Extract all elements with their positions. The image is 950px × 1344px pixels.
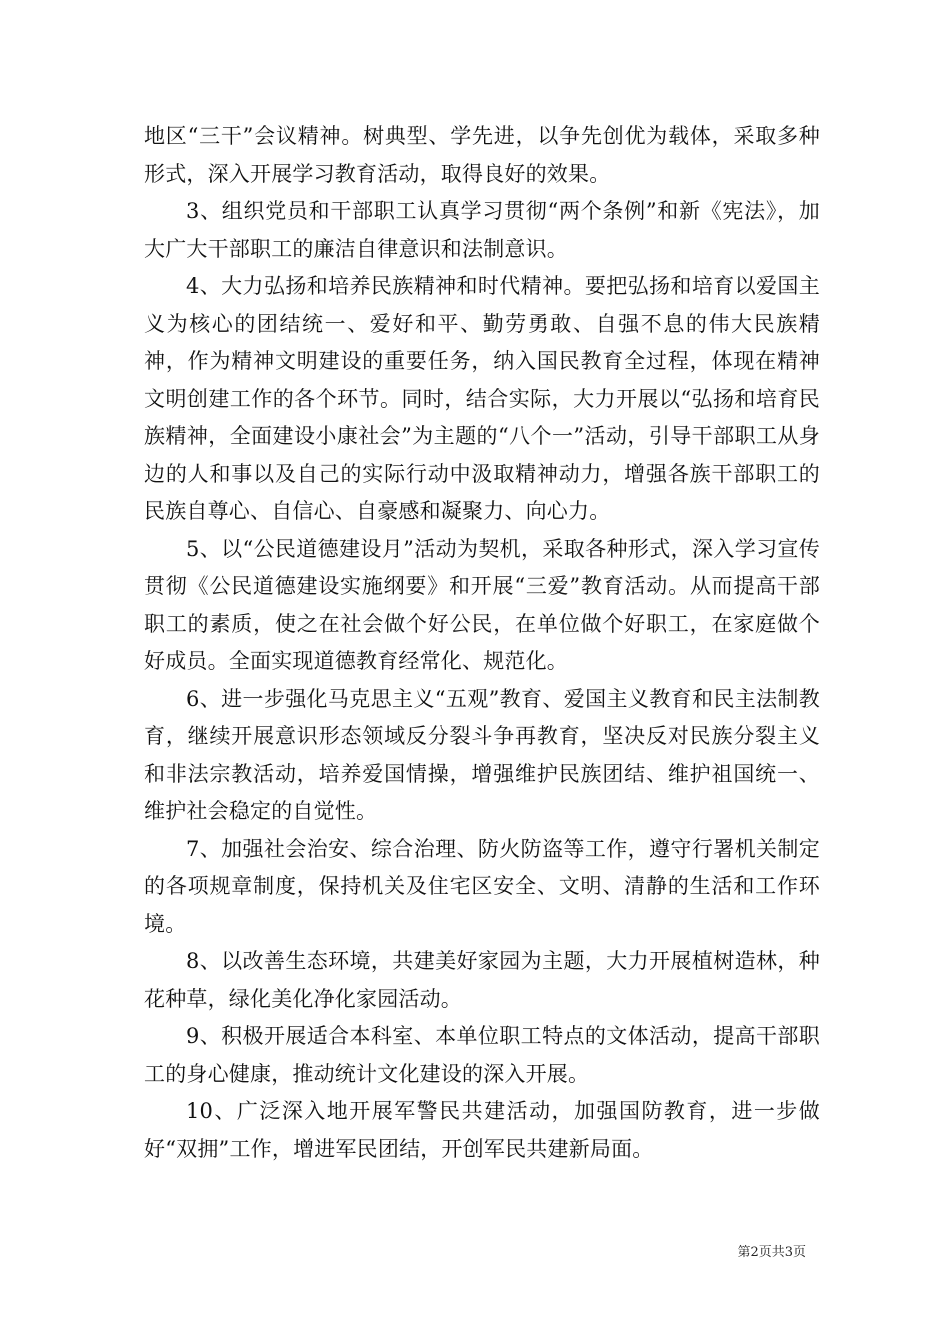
paragraph-item-4: 4、大力弘扬和培养民族精神和时代精神。要把弘扬和培育以爱国主义为核心的团结统一、爱好和平、勤劳勇敢、自强不息的伟大民族精神，作为精神文明建设的重要任务，纳入国民教育全过程，体现在精神文明创建工作的各个环节。同时，结合实际，大力开展以“弘扬和培育民族精神，全面建设小康社会”为主题的“八个一”活动，引导干部职工从身边的人和事以及自己的实际行动中汲取精神动力，增强各族干部职工的民族自尊心、自信心、自豪感和凝聚力、向心力。 xyxy=(144,274,820,523)
paragraph-item-7: 7、加强社会治安、综合治理、防火防盗等工作，遵守行署机关制定的各项规章制度，保持机关及住宅区安全、文明、清静的生活和工作环境。 xyxy=(144,836,820,936)
document-body xyxy=(144,118,820,1168)
paragraph-item-5: 5、以“公民道德建设月”活动为契机，采取各种形式，深入学习宣传贯彻《公民道德建设实施纲要》和开展“三爱”教育活动。从而提高干部职工的素质，使之在社会做个好公民，在单位做个好职工，在家庭做个好成员。全面实现道德教育经常化、规范化。 xyxy=(144,536,820,673)
paragraph-item-10: 10、广泛深入地开展军警民共建活动，加强国防教育，进一步做好“双拥”工作，增进军民团结，开创军民共建新局面。 xyxy=(144,1099,820,1161)
paragraph-continuation: 地区“三干”会议精神。树典型、学先进，以争先创优为载体，采取多种形式，深入开展学习教育活动，取得良好的效果。 xyxy=(144,124,820,186)
paragraph-item-6: 6、进一步强化马克思主义“五观”教育、爱国主义教育和民主法制教育，继续开展意识形态领域反分裂斗争再教育，坚决反对民族分裂主义和非法宗教活动，培养爱国情操，增强维护民族团结、维护祖国统一、维护社会稳定的自觉性。 xyxy=(144,686,820,823)
page-number-footer: 第2页共3页 xyxy=(737,1245,806,1260)
paragraph-item-3: 3、组织党员和干部职工认真学习贯彻“两个条例”和新《宪法》，加大广大干部职工的廉洁自律意识和法制意识。 xyxy=(144,199,820,261)
paragraph-item-8: 8、以改善生态环境，共建美好家园为主题，大力开展植树造林，种花种草，绿化美化净化家园活动。 xyxy=(144,949,820,1011)
paragraph-item-9: 9、积极开展适合本科室、本单位职工特点的文体活动，提高干部职工的身心健康，推动统计文化建设的深入开展。 xyxy=(144,1024,820,1086)
